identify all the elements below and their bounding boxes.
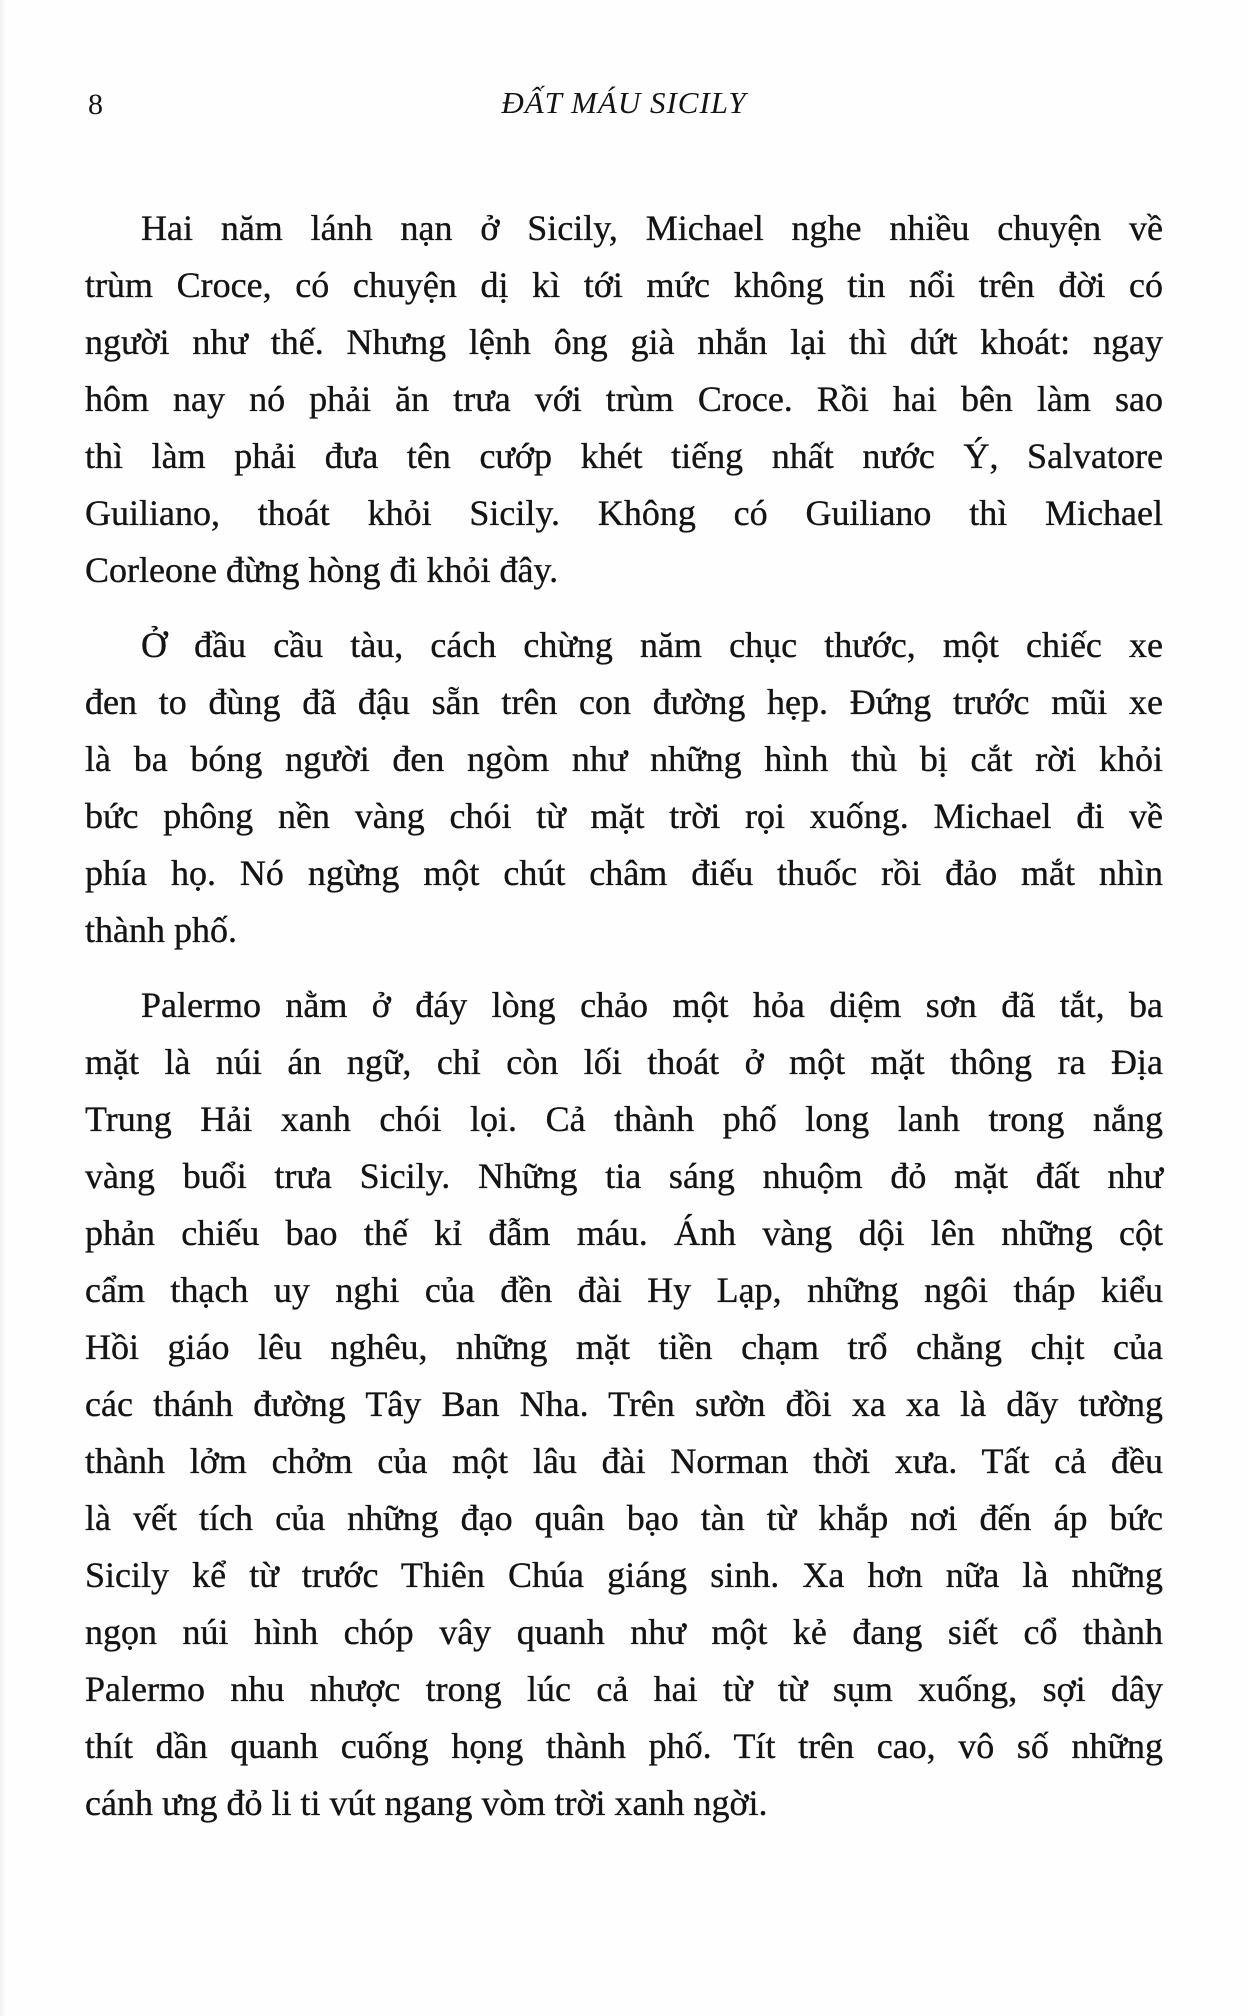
text-line: là ba bóng người đen ngòm như những hình thù bị cắt rời khỏi bbox=[85, 739, 1163, 779]
text-line: Trung Hải xanh chói lọi. Cả thành phố long lanh trong nắng bbox=[85, 1099, 1163, 1139]
text-line: là vết tích của những đạo quân bạo tàn từ khắp nơi đến áp bức bbox=[85, 1498, 1163, 1538]
text-line: vàng buổi trưa Sicily. Những tia sáng nhuộm đỏ mặt đất như bbox=[85, 1156, 1163, 1196]
text-line: cẩm thạch uy nghi của đền đài Hy Lạp, những ngôi tháp kiểu bbox=[85, 1270, 1163, 1310]
text-line: đen to đùng đã đậu sẵn trên con đường hẹp. Đứng trước mũi xe bbox=[85, 682, 1163, 722]
text-line: trùm Croce, có chuyện dị kì tới mức không tin nổi trên đời có bbox=[85, 265, 1163, 305]
text-line: mặt là núi án ngữ, chỉ còn lối thoát ở một mặt thông ra Địa bbox=[85, 1042, 1163, 1082]
text-line: Sicily kể từ trước Thiên Chúa giáng sinh. Xa hơn nữa là những bbox=[85, 1555, 1163, 1595]
paragraph bbox=[85, 617, 1163, 959]
text-line: hôm nay nó phải ăn trưa với trùm Croce. Rồi hai bên làm sao bbox=[85, 379, 1163, 419]
text-line: ngọn núi hình chóp vây quanh như một kẻ đang siết cổ thành bbox=[85, 1612, 1163, 1652]
text-line: cánh ưng đỏ li ti vút ngang vòm trời xanh ngời. bbox=[85, 1783, 768, 1823]
text-line: thành lởm chởm của một lâu đài Norman thời xưa. Tất cả đều bbox=[85, 1441, 1163, 1481]
text-line: các thánh đường Tây Ban Nha. Trên sườn đồi xa xa là dãy tường bbox=[85, 1384, 1163, 1424]
text-line: thì làm phải đưa tên cướp khét tiếng nhất nước Ý, Salvatore bbox=[85, 436, 1163, 476]
paragraph bbox=[85, 977, 1163, 1832]
text-line: người như thế. Nhưng lệnh ông già nhắn lại thì dứt khoát: ngay bbox=[85, 322, 1163, 362]
text-line: Palermo nhu nhược trong lúc cả hai từ từ sụm xuống, sợi dây bbox=[85, 1669, 1163, 1709]
running-header-title: ĐẤT MÁU SICILY bbox=[501, 85, 747, 120]
text-column bbox=[85, 200, 1163, 1850]
paragraph bbox=[85, 200, 1163, 599]
text-line: Guiliano, thoát khỏi Sicily. Không có Guiliano thì Michael bbox=[85, 493, 1163, 533]
text-line: Corleone đừng hòng đi khỏi đây. bbox=[85, 550, 559, 590]
text-line: Ở đầu cầu tàu, cách chừng năm chục thước, một chiếc xe bbox=[141, 625, 1163, 665]
text-line: Hồi giáo lêu nghêu, những mặt tiền chạm trổ chằng chịt của bbox=[85, 1327, 1163, 1367]
text-line: thít dần quanh cuống họng thành phố. Tít trên cao, vô số những bbox=[85, 1726, 1163, 1766]
text-line: Hai năm lánh nạn ở Sicily, Michael nghe nhiều chuyện về bbox=[141, 208, 1163, 248]
text-line: bức phông nền vàng chói từ mặt trời rọi xuống. Michael đi về bbox=[85, 796, 1163, 836]
text-line: Palermo nằm ở đáy lòng chảo một hỏa diệm sơn đã tắt, ba bbox=[141, 985, 1163, 1025]
page-header-row bbox=[85, 84, 1163, 124]
text-line: phía họ. Nó ngừng một chút châm điếu thuốc rồi đảo mắt nhìn bbox=[85, 853, 1163, 893]
page-number: 8 bbox=[88, 88, 104, 121]
text-line: phản chiếu bao thế kỉ đẫm máu. Ánh vàng dội lên những cột bbox=[85, 1213, 1163, 1253]
text-line: thành phố. bbox=[85, 910, 237, 950]
